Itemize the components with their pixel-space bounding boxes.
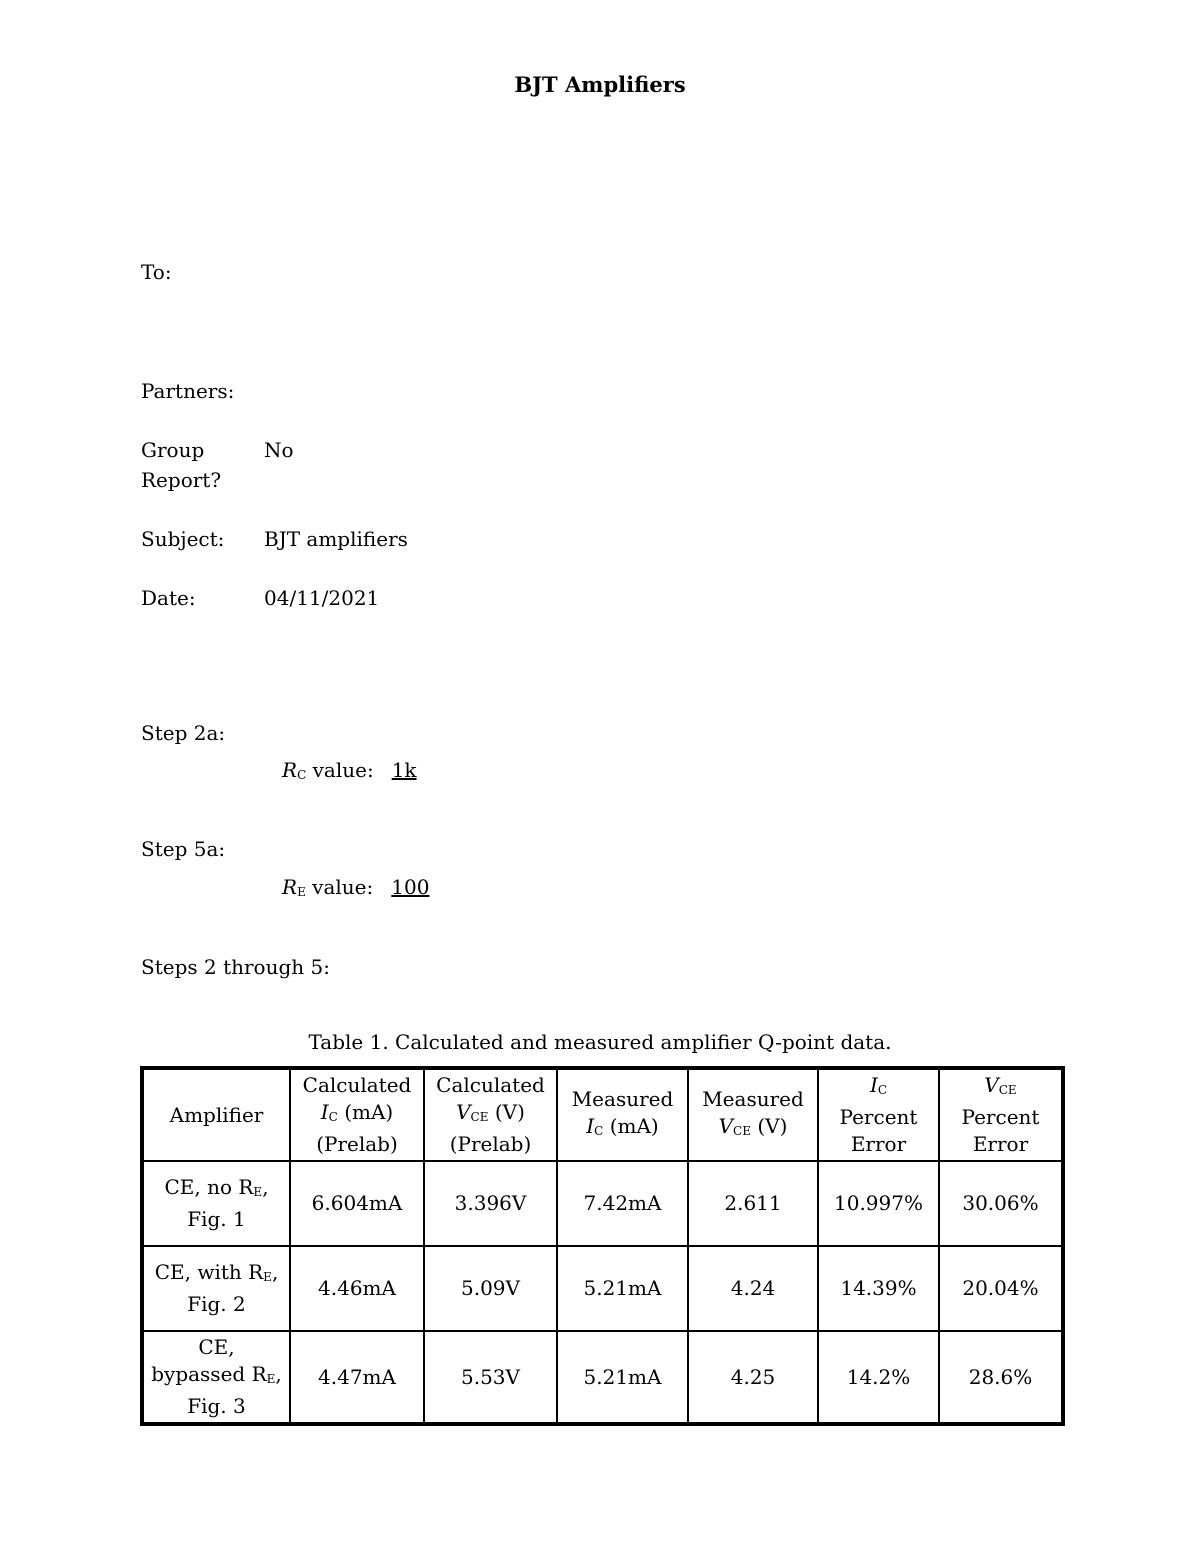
header-ic-error	[818, 1068, 939, 1161]
header-meas-vce-sub: CE	[733, 1123, 751, 1138]
header-calc-vce-sub: CE	[470, 1110, 489, 1124]
header-ic-error-symbol: I	[869, 1073, 878, 1097]
cell-vce-error: 30.06%	[939, 1161, 1063, 1246]
cell-ic-error: 10.997%	[818, 1161, 939, 1246]
cell-meas-ic: 7.42mA	[557, 1161, 688, 1246]
step-5a-label: Step 5a:	[141, 837, 226, 861]
amplifier-name-sub: E	[253, 1185, 263, 1199]
rc-value-label: value:	[306, 758, 374, 782]
header-ic-error-line2: Percent	[839, 1105, 918, 1129]
table-row	[142, 1331, 1063, 1424]
amplifier-figure: Fig. 1	[187, 1207, 246, 1231]
step-2a-label: Step 2a:	[141, 721, 226, 745]
table-row	[142, 1161, 1063, 1246]
cell-meas-ic: 5.21mA	[557, 1331, 688, 1424]
header-calc-vce-symbol: V	[456, 1100, 471, 1124]
cell-ic-error: 14.2%	[818, 1331, 939, 1424]
header-meas-ic-symbol: I	[586, 1113, 595, 1138]
amplifier-name-text: CE, no R	[164, 1175, 254, 1199]
cell-meas-ic: 5.21mA	[557, 1246, 688, 1331]
amplifier-name-sub: E	[263, 1270, 272, 1284]
header-meas-vce-line1: Measured	[702, 1086, 804, 1111]
steps-2-through-5-label: Steps 2 through 5:	[141, 955, 330, 979]
re-symbol: R	[282, 875, 298, 899]
rc-symbol: R	[282, 758, 298, 782]
header-vce-error	[939, 1068, 1063, 1161]
re-value-line	[282, 875, 429, 899]
table-header-row	[142, 1068, 1063, 1161]
header-meas-ic-sub: C	[594, 1123, 604, 1138]
group-report-value: No	[264, 438, 294, 462]
cell-calc-ic: 6.604mA	[290, 1161, 424, 1246]
cell-vce-error: 28.6%	[939, 1331, 1063, 1424]
cell-vce-error: 20.04%	[939, 1246, 1063, 1331]
header-calc-ic-symbol: I	[320, 1100, 329, 1124]
header-meas-ic-unit: (mA)	[603, 1113, 659, 1138]
header-meas-ic	[557, 1068, 688, 1161]
date-field	[141, 583, 379, 613]
amplifier-figure: Fig. 2	[187, 1292, 246, 1316]
amplifier-name-text: CE, with R	[154, 1260, 264, 1284]
to-field	[141, 257, 264, 287]
amplifier-name-sub: E	[266, 1372, 276, 1386]
header-vce-error-symbol: V	[984, 1073, 999, 1097]
re-subscript: E	[297, 885, 306, 899]
cell-calc-vce: 3.396V	[424, 1161, 557, 1246]
header-vce-error-line3: Error	[972, 1132, 1029, 1156]
header-calc-ic-unit: (mA)	[337, 1100, 394, 1124]
amplifier-name-end: ,	[275, 1362, 282, 1386]
re-value: 100	[391, 875, 430, 899]
table-caption: Table 1. Calculated and measured amplifier Q-point data.	[308, 1030, 892, 1054]
date-label: Date:	[141, 586, 196, 610]
header-calc-vce-line1: Calculated	[436, 1073, 545, 1097]
header-meas-vce	[688, 1068, 818, 1161]
amplifier-figure: Fig. 3	[187, 1394, 246, 1418]
row-amplifier-name	[142, 1161, 290, 1246]
header-calc-vce-unit: (V)	[488, 1100, 525, 1124]
re-value-label: value:	[305, 875, 374, 899]
amplifier-name-prefix: CE,	[198, 1335, 235, 1359]
qpoint-data-table	[140, 1066, 1065, 1426]
rc-subscript: C	[297, 768, 307, 782]
cell-calc-vce: 5.53V	[424, 1331, 557, 1424]
rc-value: 1k	[391, 758, 417, 782]
table-row	[142, 1246, 1063, 1331]
cell-calc-ic: 4.47mA	[290, 1331, 424, 1424]
cell-calc-vce: 5.09V	[424, 1246, 557, 1331]
group-report-label	[141, 435, 264, 495]
subject-field	[141, 524, 408, 554]
amplifier-name-text: bypassed R	[151, 1362, 267, 1386]
partners-field	[141, 376, 264, 406]
header-meas-vce-unit: (V)	[751, 1113, 788, 1138]
cell-calc-ic: 4.46mA	[290, 1246, 424, 1331]
date-value: 04/11/2021	[264, 586, 380, 610]
cell-meas-vce: 2.611	[688, 1161, 818, 1246]
cell-meas-vce: 4.24	[688, 1246, 818, 1331]
header-vce-error-sub: CE	[998, 1083, 1017, 1097]
header-calc-ic	[290, 1068, 424, 1161]
header-vce-error-line2: Percent	[961, 1105, 1040, 1129]
header-amplifier: Amplifier	[142, 1068, 290, 1161]
header-meas-vce-symbol: V	[718, 1113, 734, 1138]
cell-meas-vce: 4.25	[688, 1331, 818, 1424]
group-label-line2: Report?	[141, 468, 222, 492]
document-title: BJT Amplifiers	[514, 72, 686, 97]
header-ic-error-sub: C	[877, 1083, 888, 1097]
group-report-field	[141, 435, 294, 495]
amplifier-name-end: ,	[262, 1175, 269, 1199]
header-calc-vce-line3: (Prelab)	[449, 1132, 532, 1156]
header-meas-ic-line1: Measured	[571, 1086, 674, 1111]
subject-label: Subject:	[141, 527, 225, 551]
subject-value: BJT amplifiers	[264, 527, 408, 551]
rc-value-line	[282, 758, 417, 782]
header-calc-ic-line1: Calculated	[302, 1073, 412, 1097]
partners-label: Partners:	[141, 379, 235, 403]
header-ic-error-line3: Error	[850, 1132, 907, 1156]
row-amplifier-name	[142, 1246, 290, 1331]
cell-ic-error: 14.39%	[818, 1246, 939, 1331]
row-amplifier-name	[142, 1331, 290, 1424]
to-label: To:	[141, 260, 172, 284]
amplifier-name-end: ,	[271, 1260, 279, 1284]
header-calc-vce	[424, 1068, 557, 1161]
header-calc-ic-line3: (Prelab)	[316, 1132, 398, 1156]
group-label-line1: Group	[141, 438, 205, 462]
header-calc-ic-sub: C	[328, 1110, 338, 1124]
